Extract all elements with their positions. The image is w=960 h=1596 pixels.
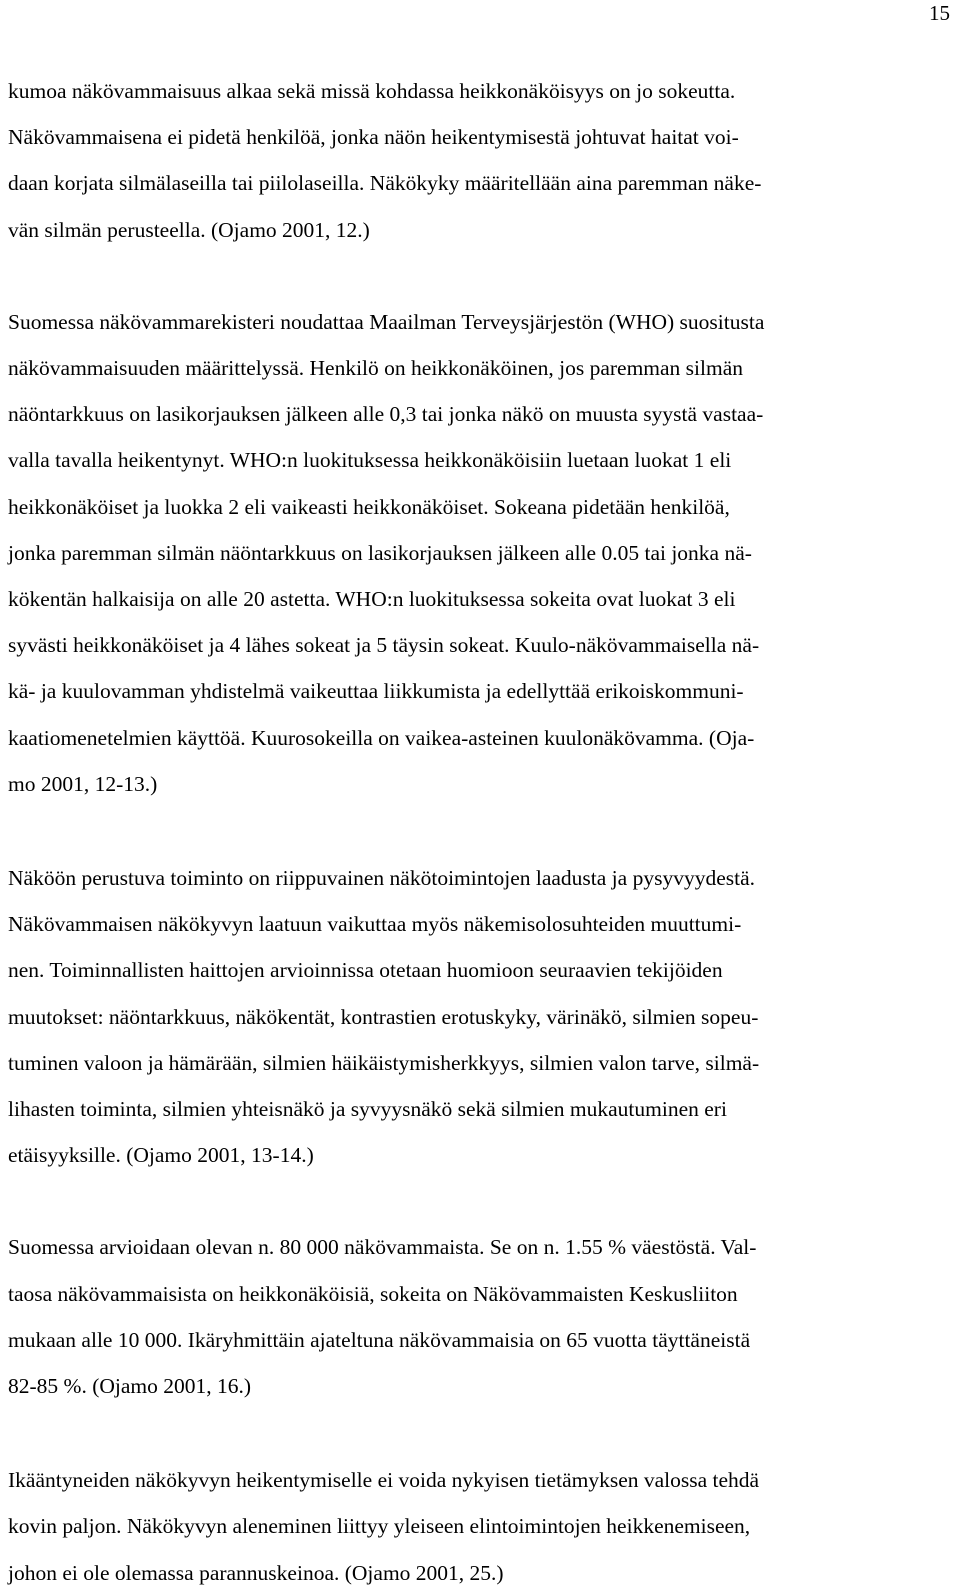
paragraph-statistics: Suomessa arvioidaan olevan n. 80 000 näkövammaista. Se on n. 1.55 % väestöstä. Val- taosa näkövammaisista on heikkonäköisiä, sokeita on Näkövammaisten Keskusliiton mukaan alle 10 000. Ikäryhmittäin ajateltuna näkövammaisia on 65 vuotta täyttäneistä 82-85 %. (Ojamo 2001, 16.) xyxy=(8,1235,757,1399)
paragraph-visual-function: Näköön perustuva toiminto on riippuvainen näkötoimintojen laadusta ja pysyvyydestä. Näkövammaisen näkökyvyn laatuun vaikuttaa myös näkemisolosuhteiden muuttumi- nen. Toiminnallisten haittojen arvioinnissa otetaan huomioon seuraavien tekijöiden muutokset: näöntarkkuus, näkökentät, kontrastien erotuskyky, värinäkö, silmien sopeu- tuminen valoon ja hämärään, silmien häikäistymisherkkyys, silmien valon tarve, silmä- lihasten toiminta, silmien yhteisnäkö ja syvyysnäkö sekä silmien mukautuminen eri etäisyyksille. (Ojamo 2001, 13-14.) xyxy=(8,866,760,1168)
body-text xyxy=(8,68,954,1596)
paragraph-vision-definition: kumoa näkövammaisuus alkaa sekä missä kohdassa heikkonäköisyys on jo sokeutta. Näkövammaisena ei pidetä henkilöä, jonka näön heikentymisestä johtuvat haitat voi- daan korjata silmälaseilla tai piilolaseilla. Näkökyky määritellään aina paremman näke- vän silmän perusteella. (Ojamo 2001, 12.) xyxy=(8,79,762,242)
page-number: 15 xyxy=(929,1,950,25)
paragraph-aging-vision: Ikääntyneiden näkökyvyn heikentymiselle ei voida nykyisen tietämyksen valossa tehdä kovin paljon. Näkökyvyn aleneminen liittyy yleiseen elintoimintojen heikkenemiseen, johon ei ole olemassa parannuskeinoa. (Ojamo 2001, 25.) xyxy=(8,1468,760,1585)
paragraph-who-classification: Suomessa näkövammarekisteri noudattaa Maailman Terveysjärjestön (WHO) suositusta näkövammaisuuden määrittelyssä. Henkilö on heikkonäköinen, jos paremman silmän näöntarkkuus on lasikorjauksen jälkeen alle 0,3 tai jonka näkö on muusta syystä vastaa- valla tavalla heikentynyt. WHO:n luokituksessa heikkonäköisiin luetaan luokat 1 eli heikkonäköiset ja luokka 2 eli vaikeasti heikkonäköiset. Sokeana pidetään henkilöä, jonka paremman silmän näöntarkkuus on lasikorjauksen jälkeen alle 0.05 tai jonka nä- kökentän halkaisija on alle 20 astetta. WHO:n luokituksessa sokeita ovat luokat 3 eli syvästi heikkonäköiset ja 4 lähes sokeat ja 5 täysin sokeat. Kuulo-näkövammaisella nä- kä- ja kuulovamman yhdistelmä vaikeuttaa liikkumista ja edellyttää erikoiskommuni- kaatiomenetelmien käyttöä. Kuurosokeilla on vaikea-asteinen kuulonäkövamma. (Oja- mo 2001, 12-13.) xyxy=(8,309,765,796)
